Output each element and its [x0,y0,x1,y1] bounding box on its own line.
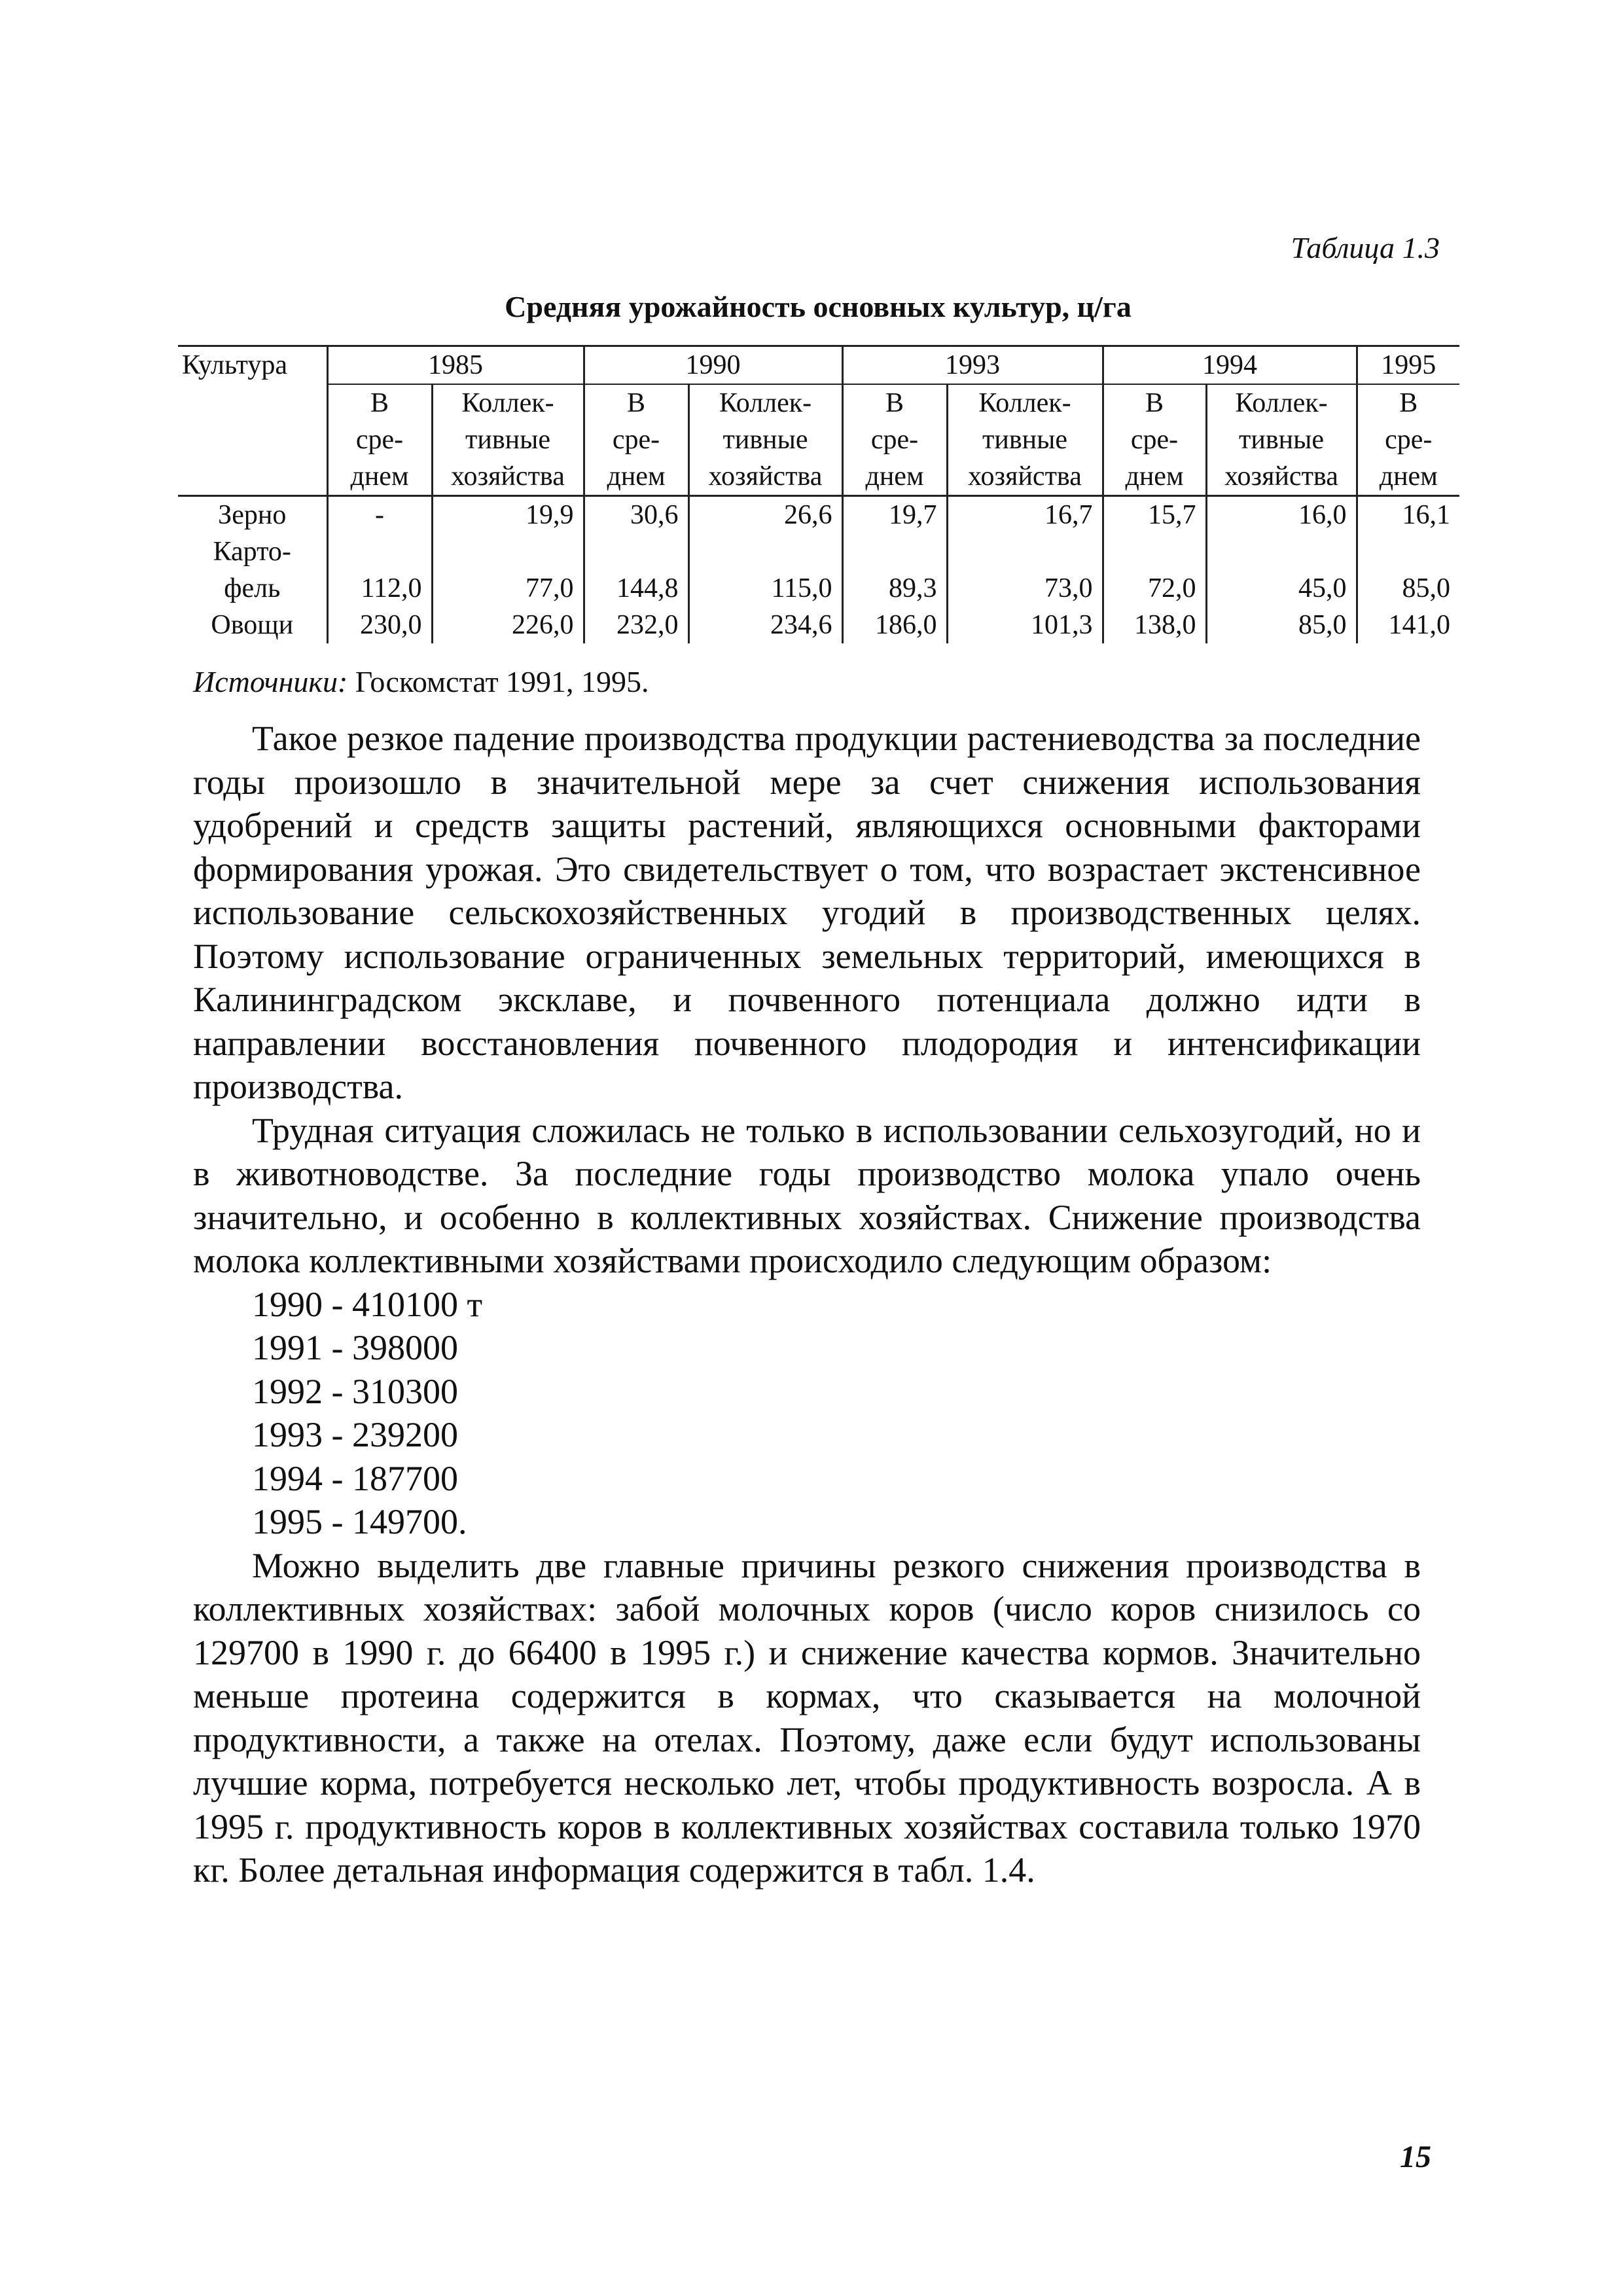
table-cell: 45,0 [1206,533,1357,607]
sub-header-average: В сре- днем [584,384,688,496]
year-header: 1985 [327,346,584,385]
sub-header-average: В сре- днем [1357,384,1459,496]
sub-header-average: В сре- днем [842,384,947,496]
sub-header-collective: Коллек- тивные хозяйства [688,384,842,496]
table-subheader-row [178,384,1459,496]
yield-table [178,345,1459,643]
table-cell: 85,0 [1206,607,1357,643]
table-row [178,607,1459,643]
table-cell: 15,7 [1103,496,1206,534]
paragraph: Такое резкое падение производства продукции растениеводства за последние годы произошло в значительной мере за счет снижения использования удобрений и средств защиты растений, являющихся основными факторами формирования урожая. Это свидетельствует о том, что возрастает экстенсивное использование сельскохозяйственных угодий в производственных целях. Поэтому использование ограниченных земельных территорий, имеющихся в Калининградском эксклаве, и почвенного потенциала должно идти в направлении восстановления почвенного плодородия и интенсификации производства. [193,719,1421,1106]
table-cell: 112,0 [327,533,432,607]
table-label: Таблица 1.3 [1291,231,1440,264]
table-cell: 16,1 [1357,496,1459,534]
milk-production-list [193,1283,1421,1544]
table-cell: 115,0 [688,533,842,607]
culture-name: Овощи [211,610,294,640]
table-row [178,496,1459,534]
table-cell: 19,9 [432,496,584,534]
table-cell: 232,0 [584,607,688,643]
sub-header-collective: Коллек- тивные хозяйства [947,384,1103,496]
table-cell: 101,3 [947,607,1103,643]
sources-label: Источники: [193,665,348,698]
table-cell: 141,0 [1357,607,1459,643]
table-cell: 72,0 [1103,533,1206,607]
table-cell: 89,3 [842,533,947,607]
sub-header-average: В сре- днем [327,384,432,496]
list-item: 1993 - 239200 [252,1415,458,1454]
list-item: 1992 - 310300 [252,1371,458,1411]
year-header: 1990 [584,346,842,385]
table-cell: 234,6 [688,607,842,643]
sub-header-collective: Коллек- тивные хозяйства [432,384,584,496]
table-cell: 19,7 [842,496,947,534]
table-title: Средняя урожайность основных культур, ц/га [505,290,1132,323]
table-row [178,533,1459,607]
culture-header: Культура [178,346,327,496]
table-cell: 138,0 [1103,607,1206,643]
table-cell: 186,0 [842,607,947,643]
year-header: 1994 [1103,346,1357,385]
sub-header-average: В сре- днем [1103,384,1206,496]
list-item: 1991 - 398000 [252,1328,458,1367]
table-sources [193,664,649,699]
table-cell: 226,0 [432,607,584,643]
list-item: 1995 - 149700. [252,1502,467,1541]
culture-name: Карто- фель [213,537,291,603]
year-header: 1995 [1357,346,1459,385]
table-cell: 144,8 [584,533,688,607]
paragraph: Можно выделить две главные причины резкого снижения производства в коллективных хозяйствах: забой молочных коров (число коров снизилось со 129700 в 1990 г. до 66400 в 1995 г.) и снижение качества кормов. Значительно меньше протеина содержится в кормах, что сказывается на молочной продуктивности, а также на отелах. Поэтому, даже если будут использованы лучшие корма, потребуется несколько лет, чтобы продуктивность возросла. А в 1995 г. продуктивность коров в коллективных хозяйствах составила только 1970 кг. Более детальная информация содержится в табл. 1.4. [193,1545,1421,1890]
year-header: 1993 [842,346,1103,385]
sources-text: Госкомстат 1991, 1995. [348,665,649,698]
page-number: 15 [1400,2140,1431,2174]
table-cell: 30,6 [584,496,688,534]
list-item: 1990 - 410100 т [252,1284,483,1324]
culture-name: Зерно [218,500,287,530]
paragraph: Трудная ситуация сложилась не только в использовании сельхозугодий, но и в животноводстве. За последние годы производство молока упало очень значительно, и особенно в коллективных хозяйствах. Снижение производства молока коллективными хозяйствами происходило следующим образом: [193,1110,1421,1280]
list-item: 1994 - 187700 [252,1458,458,1498]
table-cell: 77,0 [432,533,584,607]
table-cell: 16,7 [947,496,1103,534]
table-cell: 230,0 [327,607,432,643]
table-cell: - [327,496,432,534]
table-cell: 73,0 [947,533,1103,607]
table-cell: 16,0 [1206,496,1357,534]
table-year-row [178,346,1459,385]
table-cell: 26,6 [688,496,842,534]
body-text [193,717,1421,1892]
table-cell: 85,0 [1357,533,1459,607]
sub-header-collective: Коллек- тивные хозяйства [1206,384,1357,496]
